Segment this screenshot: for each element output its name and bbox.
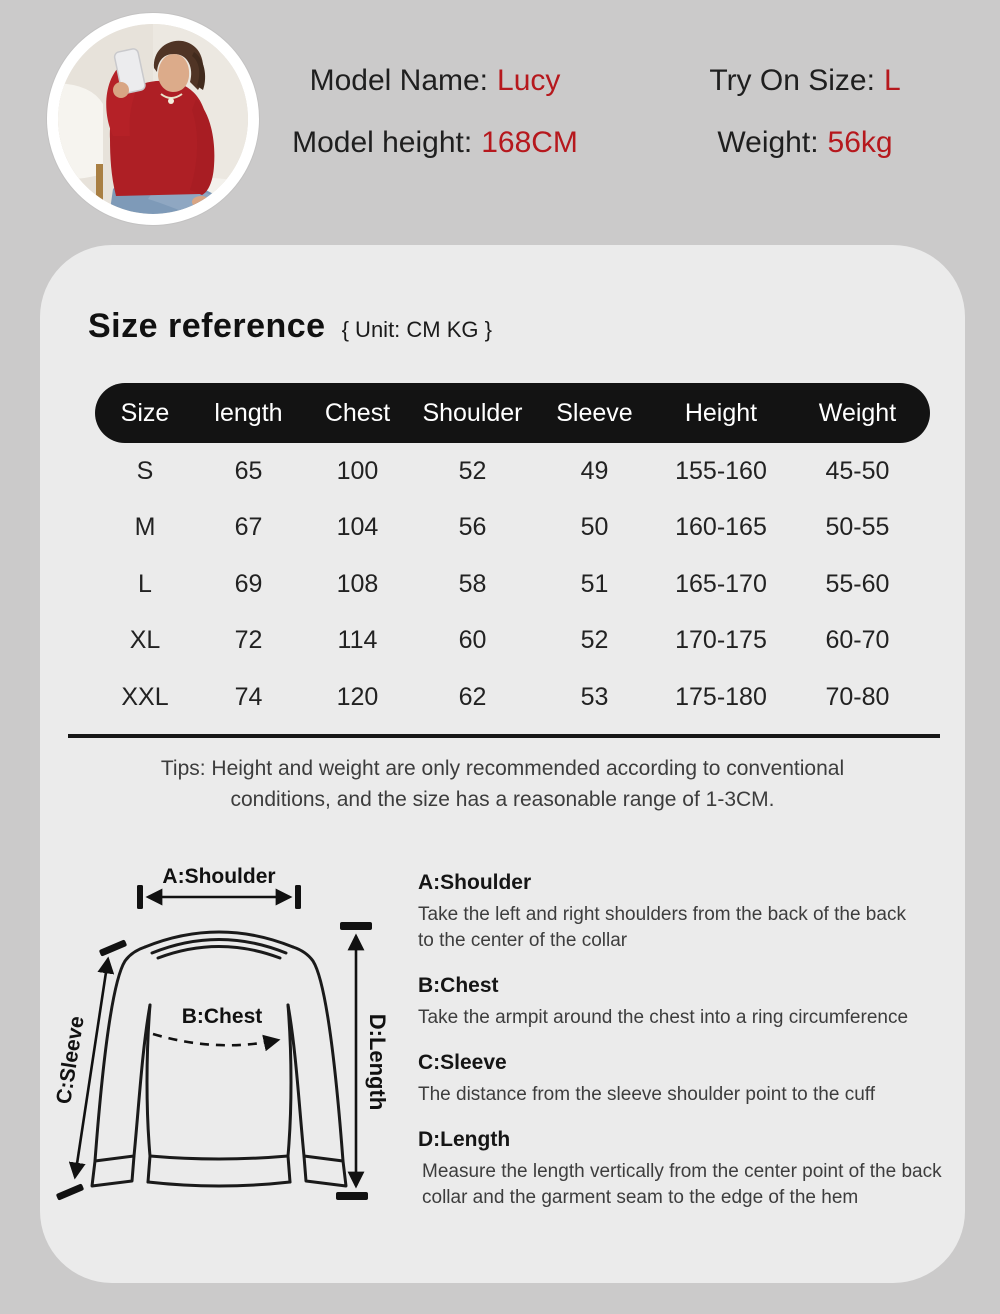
guide-text-length: Measure the length vertically from the center point of the back collar and the garment seam to the edge of the hem — [422, 1161, 942, 1208]
table-cell: 51 — [580, 569, 609, 598]
tips-line-1: Tips: Height and weight are only recommended according to conventional — [160, 757, 845, 780]
table-cell: 60 — [458, 626, 487, 655]
table-header-cell: Chest — [324, 398, 391, 427]
table-cell: 55-60 — [825, 569, 890, 598]
table-cell: 74 — [234, 682, 263, 711]
table-cell: 72 — [234, 626, 263, 655]
size-table-body — [95, 443, 930, 726]
table-cell: 65 — [234, 456, 263, 485]
table-cell: 52 — [580, 626, 609, 655]
model-photo-illustration — [58, 24, 248, 214]
diagram-label-chest: B:Chest — [181, 1005, 263, 1028]
diagram-label-length: D:Length — [365, 1013, 390, 1111]
model-height-label: Model height: — [292, 126, 473, 159]
page-title: Size reference — [88, 307, 326, 345]
guide-item-sleeve — [418, 1051, 988, 1108]
card-title-row — [88, 307, 492, 346]
table-cell: 50 — [580, 513, 609, 542]
table-header-cell: Shoulder — [422, 398, 523, 427]
guide-text-sleeve: The distance from the sleeve shoulder point to the cuff — [418, 1084, 875, 1105]
table-cell: 50-55 — [825, 513, 890, 542]
table-cell: L — [138, 569, 152, 598]
table-cell: 104 — [336, 513, 379, 542]
table-cell: 108 — [336, 569, 379, 598]
guide-item-shoulder — [418, 871, 988, 954]
size-table-header — [95, 383, 930, 443]
model-weight-line — [717, 112, 892, 174]
table-cell: 155-160 — [675, 456, 767, 485]
table-cell: XXL — [121, 682, 169, 711]
table-cell: 62 — [458, 682, 487, 711]
table-cell: XL — [129, 626, 161, 655]
table-cell: 69 — [234, 569, 263, 598]
size-reference-card — [40, 245, 965, 1283]
model-info-right — [670, 50, 940, 174]
table-cell: 53 — [580, 682, 609, 711]
table-cell: 120 — [336, 682, 379, 711]
guide-title-shoulder: A:Shoulder — [418, 871, 532, 894]
model-height-line — [292, 112, 578, 174]
table-cell: 49 — [580, 456, 609, 485]
model-height-value: 168CM — [481, 126, 578, 159]
sweatshirt-outline — [92, 932, 346, 1186]
table-row — [95, 613, 930, 670]
table-cell: 67 — [234, 513, 263, 542]
diagram-label-sleeve: C:Sleeve — [52, 1014, 89, 1106]
table-header-cell: Weight — [818, 398, 897, 427]
table-header-cell: Height — [684, 398, 758, 427]
table-bottom-divider — [68, 734, 940, 738]
model-info-left — [245, 50, 625, 174]
measure-guide — [418, 871, 988, 1231]
table-row — [95, 669, 930, 726]
table-cell: 165-170 — [675, 569, 767, 598]
model-name-line — [310, 50, 561, 112]
model-name-value: Lucy — [497, 64, 561, 97]
diagram-label-shoulder: A:Shoulder — [162, 865, 276, 888]
model-weight-value: 56kg — [827, 126, 893, 159]
table-row — [95, 556, 930, 613]
table-cell: 114 — [337, 626, 378, 655]
model-weight-label: Weight: — [717, 126, 819, 159]
tips-text — [40, 753, 965, 815]
table-cell: 70-80 — [825, 682, 890, 711]
table-header-cell: Sleeve — [556, 398, 633, 427]
table-cell: 58 — [458, 569, 487, 598]
measurement-diagram — [40, 855, 420, 1255]
table-cell: M — [134, 513, 156, 542]
try-on-size-line — [709, 50, 900, 112]
guide-title-chest: B:Chest — [418, 974, 499, 997]
table-cell: 56 — [458, 513, 487, 542]
table-cell: S — [136, 456, 154, 485]
table-header-cell: Size — [120, 398, 170, 427]
model-name-label: Model Name: — [309, 64, 489, 97]
guide-item-length — [418, 1128, 988, 1211]
table-cell: 52 — [458, 456, 487, 485]
table-row — [95, 500, 930, 557]
guide-text-shoulder: Take the left and right shoulders from the back of the back to the center of the collar — [418, 904, 906, 951]
chest-measure-arrow — [153, 1034, 278, 1045]
table-cell: 170-175 — [675, 626, 767, 655]
table-cell: 160-165 — [675, 513, 767, 542]
table-cell: 100 — [336, 456, 379, 485]
guide-title-sleeve: C:Sleeve — [418, 1051, 507, 1074]
shoulder-measure-arrow — [137, 885, 301, 909]
tips-line-2: conditions, and the size has a reasonable range of 1-3CM. — [230, 788, 775, 811]
model-photo — [47, 13, 259, 225]
try-on-size-value: L — [883, 64, 901, 97]
try-on-size-label: Try On Size: — [709, 64, 875, 97]
guide-title-length: D:Length — [418, 1128, 511, 1151]
table-header-cell: length — [214, 398, 283, 427]
table-cell: 175-180 — [675, 682, 767, 711]
unit-note: { Unit: CM KG } — [341, 317, 492, 342]
guide-item-chest — [418, 974, 988, 1031]
table-cell: 45-50 — [825, 456, 890, 485]
table-row — [95, 443, 930, 500]
guide-text-chest: Take the armpit around the chest into a ring circumference — [418, 1007, 909, 1028]
table-cell: 60-70 — [825, 626, 890, 655]
